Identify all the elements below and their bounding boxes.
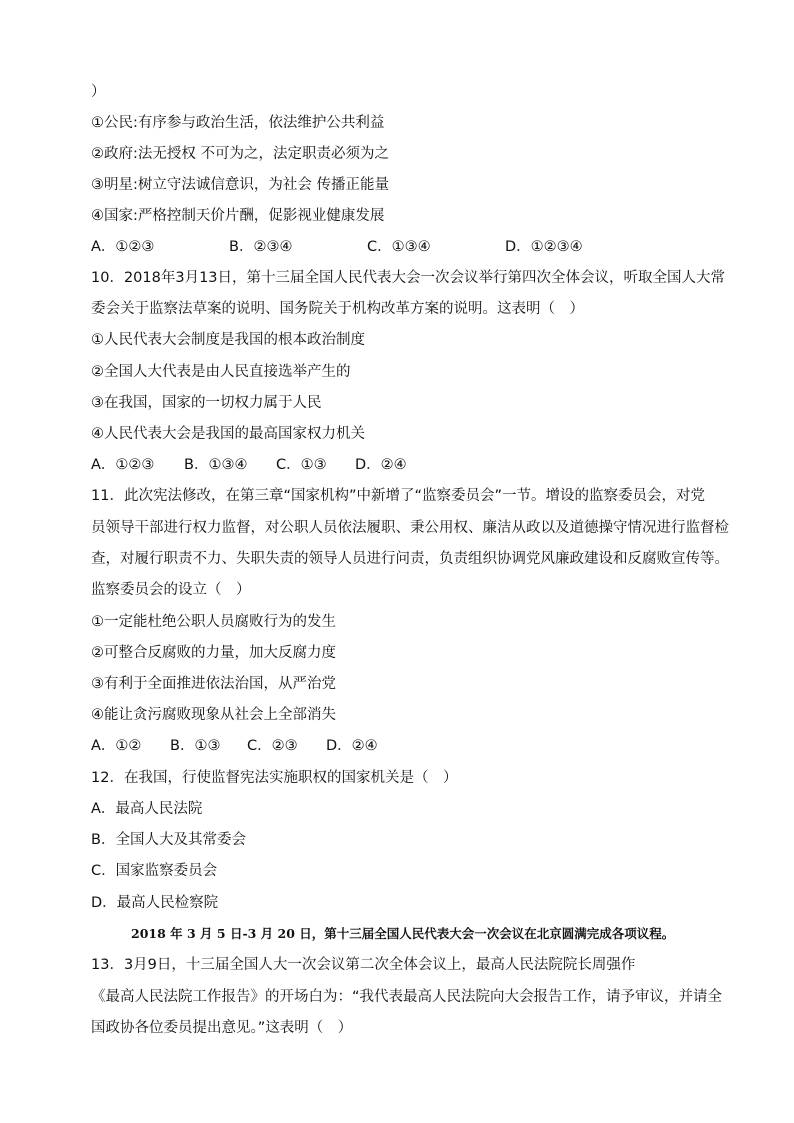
q11-item-1: ①一定能杜绝公职人员腐败行为的发生 (91, 614, 336, 630)
q11-item-4: ④能让贪污腐败现象从社会上全部消失 (91, 707, 336, 723)
q10-item-4: ④人民代表大会是我国的最高国家权力机关 (91, 426, 365, 442)
q11-option-b: B．①③ (170, 738, 221, 754)
q10-item-3: ③在我国，国家的一切权力属于人民 (91, 395, 322, 411)
q11-item-2: ②可整合反腐败的力量，加大反腐力度 (91, 645, 336, 661)
q13-stem-line-2: 《最高人民法院工作报告》的开场白为：“我代表最高人民法院向大会报告工作，请予审议，并请全 (91, 989, 723, 1005)
q9-item-3: ③明星:树立守法诚信意识，为社会 传播正能量 (91, 177, 389, 193)
q9-item-4: ④国家:严格控制天价片酬，促影视业健康发展 (91, 208, 385, 224)
q11-options (91, 736, 711, 756)
q10-item-2: ②全国人大代表是由人民直接选举产生的 (91, 364, 351, 380)
q10-option-d: D．②④ (355, 457, 407, 473)
q10-option-c: C．①③ (276, 457, 327, 473)
q10-item-1: ①人民代表大会制度是我国的根本政治制度 (91, 332, 365, 348)
q11-stem-line-1: 11．此次宪法修改，在第三章“国家机构”中新增了“监察委员会”一节。增设的监察委员会，对党 (91, 488, 705, 504)
q13-stem-line-1: 13．3月9日，十三届全国人大一次会议第二次全体会议上，最高人民法院院长周强作 (91, 957, 636, 973)
q11-stem-line-2: 员领导干部进行权力监督，对公职人员依法履职、秉公用权、廉洁从政以及道德操守情况进行监督检 (91, 520, 729, 536)
q10-stem-line-1: 10．2018年3月13日，第十三届全国人民代表大会一次会议举行第四次全体会议，听取全国人大常 (91, 270, 726, 286)
q9-option-a: A．①②③ (91, 239, 155, 255)
q11-item-3: ③有利于全面推进依法治国，从严治党 (91, 676, 336, 692)
q11-option-a: A．①② (91, 738, 142, 754)
q12-choice-b: B．全国人大及其常委会 (91, 832, 246, 848)
q10-stem-line-2: 委会关于监察法草案的说明、国务院关于机构改革方案的说明。这表明（ ） (91, 301, 584, 317)
q9-option-c: C．①③④ (367, 239, 431, 255)
q11-option-c: C．②③ (247, 738, 298, 754)
q10-options (91, 455, 711, 475)
q12-choice-d: D．最高人民检察院 (91, 895, 219, 911)
q12-choice-a: A．最高人民法院 (91, 801, 203, 817)
q9-options (91, 237, 711, 257)
q12-stem: 12．在我国，行使监督宪法实施职权的国家机关是（ ） (91, 770, 458, 786)
q13-stem-line-3: 国政协各位委员提出意见。”这表明（ ） (91, 1020, 353, 1036)
paren-close: ） (91, 84, 106, 100)
q11-option-d: D．②④ (326, 738, 378, 754)
material-text: 2018 年 3 月 5 日-3 月 20 日，第十三届全国人民代表大会一次会议在北京圆满完成各项议程。 (131, 926, 675, 941)
q9-item-2: ②政府:法无授权 不可为之，法定职责必须为之 (91, 146, 389, 162)
q11-stem-line-3: 查，对履行职责不力、失职失责的领导人员进行问责，负责组织协调党风廉政建设和反腐败宣传等。 (91, 551, 729, 567)
q12-choice-c: C．国家监察委员会 (91, 863, 218, 879)
q10-option-a: A．①②③ (91, 457, 155, 473)
q9-option-b: B．②③④ (229, 239, 293, 255)
q10-option-b: B．①③④ (184, 457, 248, 473)
q11-stem-line-4: 监察委员会的设立（ ） (91, 582, 251, 598)
q9-item-1: ①公民:有序参与政治生活，依法维护公共利益 (91, 115, 385, 131)
q9-option-d: D．①②③④ (505, 239, 583, 255)
